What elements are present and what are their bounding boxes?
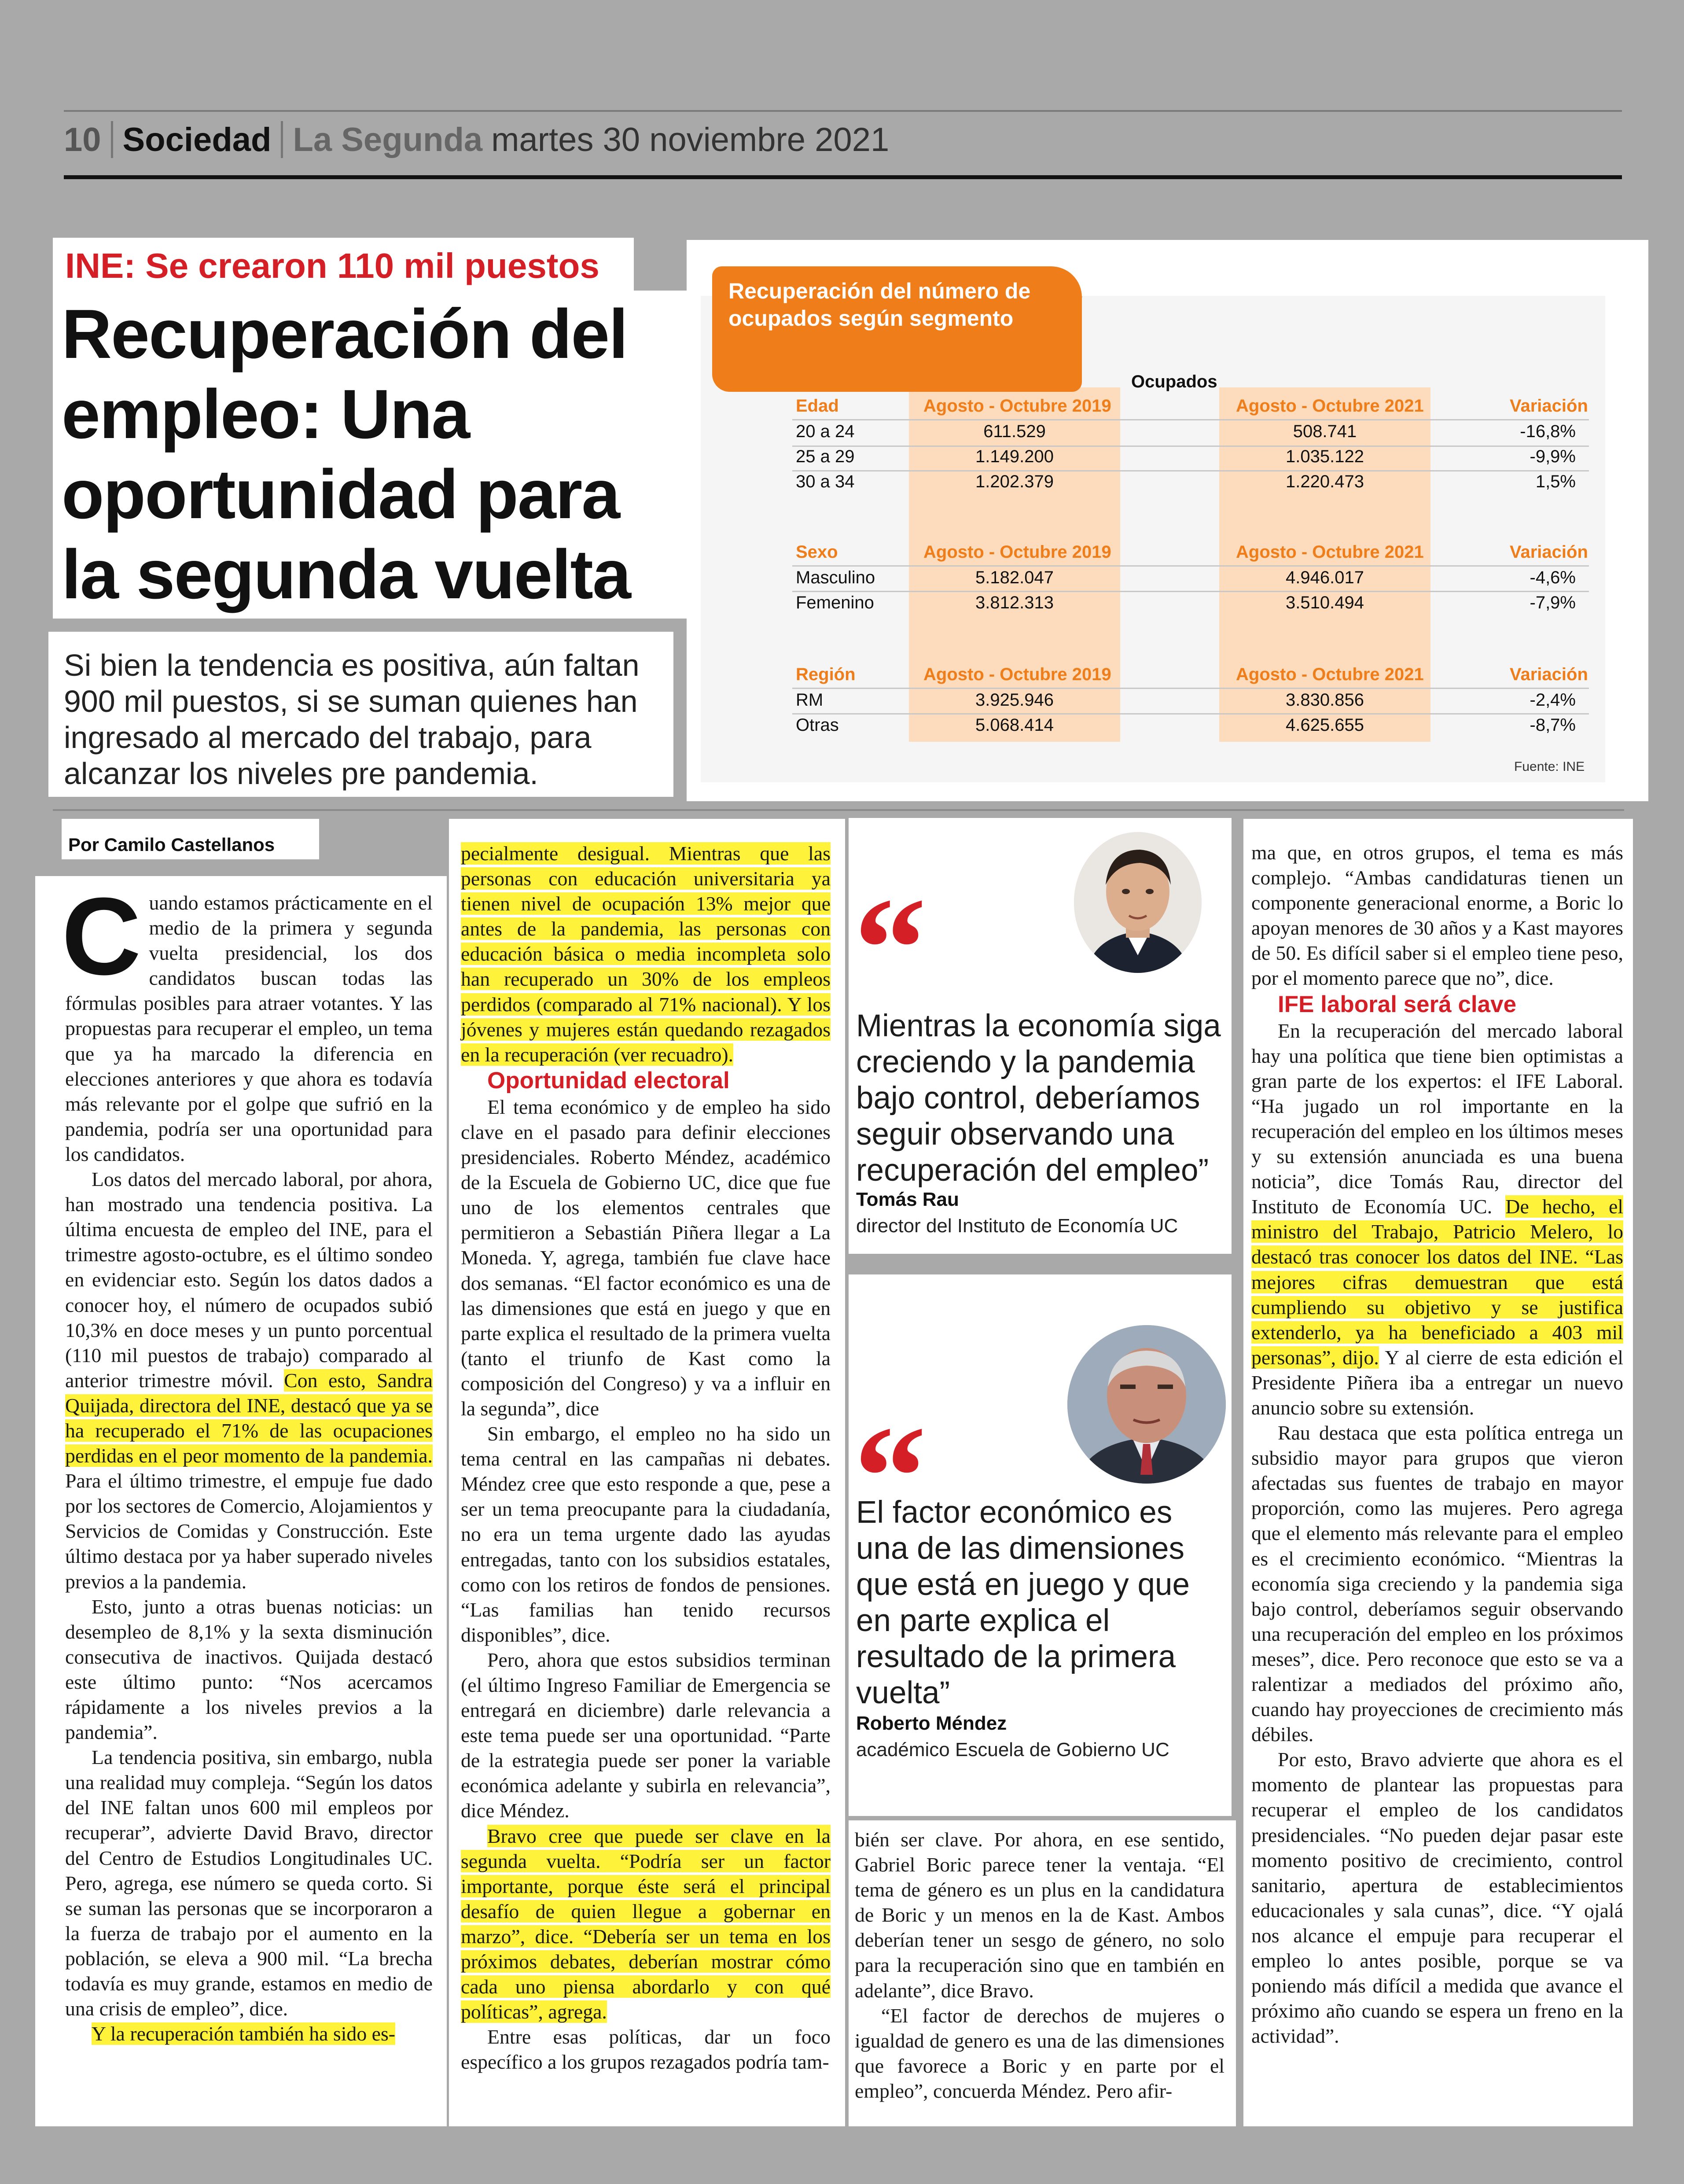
cell-variacion: 1,5% bbox=[1535, 472, 1576, 491]
paragraph-text: Los datos del mercado laboral, por ahora, han mostrado una tendencia positiva. La última encuesta de empleo del INE, para el trimestre agosto-octubre, es el último sondeo en evidenciar esto. Según los datos dados a conocer hoy, el número de ocupados subió 10,3% en doce meses y un punto porcentual (110 mil puestos de trabajo) comparado al anterior trimestre móvil. bbox=[65, 1168, 433, 1392]
kicker: INE: Se crearon 110 mil puestos bbox=[65, 246, 599, 285]
cell-variacion: -16,8% bbox=[1520, 422, 1576, 441]
highlighted-text: Bravo cree que puede ser clave en la segunda vuelta. “Podría ser un factor importante, porque éste será el principal desafío de quien llegue a gobernar en marzo”, dice. “Debería ser un tema en los próximos debates, deberían mostrar cómo cada uno piensa abordarlo y con qué políticas”, agrega. bbox=[461, 1824, 831, 2023]
newspaper-name: La Segunda bbox=[293, 121, 483, 158]
cell-variacion: -2,4% bbox=[1530, 690, 1576, 710]
row-label: 20 a 24 bbox=[796, 422, 855, 441]
paragraph-text: Para el último trimestre, el empuje fue dado por los sectores de Comercio, Alojamientos y Servicios de Comidas y Construcción. Este último destaca por ya haber superado niveles previos a la pandemia. bbox=[65, 1470, 433, 1593]
cell-2021: 508.741 bbox=[1293, 422, 1357, 441]
table-rule bbox=[792, 591, 1589, 592]
paragraph: Entre esas políticas, dar un foco específico a los grupos rezagados podría tam- bbox=[461, 2026, 831, 2074]
highlighted-text: Con esto, Sandra Quijada, directora del INE, destacó que ya se ha recuperado el 71% de las ocupaciones perdidas en el peor momento de la pandemia. bbox=[65, 1369, 433, 1467]
cell-2019: 5.182.047 bbox=[975, 568, 1054, 587]
masthead-divider bbox=[281, 121, 283, 158]
cell-variacion: -4,6% bbox=[1530, 568, 1576, 587]
subheading: Oportunidad electoral bbox=[487, 1067, 730, 1094]
cell-variacion: -8,7% bbox=[1530, 715, 1576, 735]
table-rule bbox=[792, 419, 1589, 420]
highlighted-text: pecialmente desigual. Mientras que las personas con educación universitaria ya tienen nivel de ocupación 13% mejor que antes de la pandemia, las personas con educación básica o media incompleta solo han recuperado un 30% de los empleos perdidos (comparado al 71% nacional). Y los jóvenes y mujeres están quedando rezagados en la recuperación (ver recuadro). bbox=[461, 842, 831, 1066]
cell-2021: 4.625.655 bbox=[1286, 715, 1364, 735]
paragraph bbox=[65, 2021, 433, 2046]
section-name: Sociedad bbox=[122, 121, 272, 158]
paragraph: Rau destaca que esta política entrega un subsidio mayor para grupos que vieron afectadas sus fuentes de trabajo en mayor proporción, como las mujeres. Pero agrega que el elemento más relevante para el empleo es el crecimiento económico. “Mientras la economía siga creciendo y la pandemia siga bajo control, deberíamos seguir observando una recuperación del empleo en los próximos meses”, dice. Pero reconoce que esto se va a ralentizar a mediados del próximo año, cuando hay proyecciones de crecimiento más débiles. bbox=[1251, 1422, 1623, 1746]
cell-2021: 1.035.122 bbox=[1286, 447, 1364, 466]
group-header: Ocupados bbox=[1131, 372, 1217, 391]
paragraph: ma que, en otros grupos, el tema es más complejo. “Ambas candidaturas tienen un componente generacional enorme, a Boric lo apoyan menores de 30 años y a Kast mayores de 50. Es difícil saber si el empleo tiene peso, por el momento parece que no”, dice. bbox=[1251, 841, 1623, 990]
highlighted-text: De hecho, el ministro del Trabajo, Patricio Melero, lo destacó tras conocer los datos del INE. “Las mejores cifras demuestran que está cumpliendo su objetivo y se justifica extenderlo, ya ha beneficiado a 403 mil personas”, dijo. bbox=[1251, 1195, 1623, 1369]
article-column-4 bbox=[1251, 840, 1623, 2048]
table-rule bbox=[792, 565, 1589, 567]
masthead-divider bbox=[111, 121, 113, 158]
portrait-drawing bbox=[1067, 1325, 1226, 1484]
paragraph: El tema económico y de empleo ha sido clave en el pasado para definir elecciones presidenciales. Roberto Méndez, académico de la Escuela de Gobierno UC, dice que fue uno de los elementos centrales que permitieron a Sebastián Piñera llegar a La Moneda. Y, agrega, también fue clave hace dos semanas. “El factor económico es una de las dimensiones que está en juego y que en parte explica el resultado de la primera vuelta (tanto el triunfo de Kast como la composición del Congreso) y va a influir en la segunda”, dice bbox=[461, 1095, 831, 1420]
cell-2019: 1.202.379 bbox=[975, 472, 1054, 491]
paragraph: Sin embargo, el empleo no ha sido un tema central en las campañas ni debates. Méndez cree que esto responde a que, pese a ser un tema preocupante para la ciudadanía, no era un tema urgente dado las ayudas entregadas, tanto con los subsidios estatales, como con los retiros de fondos de pensiones. “Las familias han tenido recursos disponibles”, dice. bbox=[461, 1422, 831, 1646]
cell-2019: 3.812.313 bbox=[975, 593, 1054, 612]
row-label: 30 a 34 bbox=[796, 472, 855, 491]
col-header-2019: Agosto - Octubre 2019 bbox=[923, 542, 1111, 562]
highlighted-text: Y la recuperación también ha sido es- bbox=[92, 2022, 396, 2045]
subheading: IFE laboral será clave bbox=[1278, 991, 1517, 1017]
paragraph: bién ser clave. Por ahora, en ese sentido, Gabriel Boric parece tener la ventaja. “El tema de género es un plus en la candidatura de Boric y un menos en la de Kast. Ambos deberían tener un sesgo de género, no solo para la recuperación sino que en también en adelante”, dice Bravo. bbox=[855, 1828, 1224, 2002]
infographic-source: Fuente: INE bbox=[1514, 759, 1585, 774]
cell-variacion: -7,9% bbox=[1530, 593, 1576, 612]
quote-author-role: académico Escuela de Gobierno UC bbox=[856, 1739, 1169, 1760]
quote-text: Mientras la economía siga creciendo y la pandemia bajo control, deberíamos seguir observando una recuperación del empleo” bbox=[856, 1009, 1221, 1188]
col-header-2021: Agosto - Octubre 2021 bbox=[1236, 665, 1424, 684]
quote-author-name: Tomás Rau bbox=[856, 1189, 959, 1210]
cell-variacion: -9,9% bbox=[1530, 447, 1576, 466]
masthead-bottom-rule bbox=[64, 175, 1622, 179]
paragraph bbox=[461, 1823, 831, 2025]
quote-mark-icon: “ bbox=[854, 1396, 927, 1557]
quote-author-name: Roberto Méndez bbox=[856, 1713, 1007, 1734]
paragraph: Pero, ahora que estos subsidios terminan (el último Ingreso Familiar de Emergencia se entregará en diciembre) darle relevancia a este tema puede ser una oportunidad. “Parte de la estrategia puede ser poner la variable económica adelante y subirla en relevancia”, dice Méndez. bbox=[461, 1648, 831, 1822]
deck: Si bien la tendencia es positiva, aún faltan 900 mil puestos, si se suman quienes han ingresado al mercado del trabajo, para alcanzar los niveles pre pandemia. bbox=[64, 648, 640, 791]
col-header-variacion: Variación bbox=[1510, 665, 1588, 684]
portrait-roberto-mendez bbox=[1067, 1325, 1226, 1484]
paragraph: “El factor de derechos de mujeres o igualdad de genero es una de las dimensiones que favorece a Boric y en parte por el empleo”, concuerda Méndez. Pero afir- bbox=[855, 2004, 1224, 2102]
masthead bbox=[64, 115, 889, 164]
paragraph: La tendencia positiva, sin embargo, nubla una realidad muy compleja. “Según los datos del INE faltan unos 600 mil empleos por recuperar”, advierte David Bravo, director del Centro de Estudios Longitudinales UC. Pero, agrega, ese número se queda corto. Si se suman las personas que se incorporaron a la fuerza de trabajo por el aumento en la población, se eleva a 900 mil. “La brecha todavía es muy grande, estamos en medio de una crisis de empleo”, dice. bbox=[65, 1746, 433, 2020]
quote-mark-icon: “ bbox=[854, 868, 927, 1029]
article-column-2 bbox=[461, 841, 831, 2075]
headline: Recuperación del empleo: Una oportunidad para la segunda vuelta bbox=[62, 295, 630, 613]
portrait-tomas-rau bbox=[1074, 832, 1202, 973]
row-label: Otras bbox=[796, 715, 839, 735]
paragraph bbox=[65, 1167, 433, 1594]
paragraph-text: uando estamos prácticamente en el medio de la primera y segunda vuelta presidencial, los dos candidatos buscan todas las fórmulas posibles para atraer votantes. Y las propuestas para recuperar el empleo, un tema que ya ha marcado la diferencia en elecciones anteriores y que ahora es todavía más relevante por el golpe que sufrió en la pandemia, podría ser una oportunidad para los candidatos. bbox=[65, 891, 433, 1165]
segment-label-sexo: Sexo bbox=[796, 542, 838, 562]
segment-label-edad: Edad bbox=[796, 396, 839, 416]
paragraph bbox=[1251, 1018, 1623, 1421]
table-rule bbox=[792, 470, 1589, 471]
row-label: 25 a 29 bbox=[796, 447, 855, 466]
table-rule bbox=[792, 713, 1589, 714]
paragraph-text: Y al cierre de esta edición el Presidente Piñera iba a entregar un nuevo anuncio sobre su extensión. bbox=[1251, 1346, 1623, 1419]
portrait-drawing bbox=[1074, 832, 1202, 973]
masthead-top-rule bbox=[64, 110, 1622, 112]
article-column-3 bbox=[855, 1827, 1224, 2103]
col-header-2019: Agosto - Octubre 2019 bbox=[923, 665, 1111, 684]
col-header-2021: Agosto - Octubre 2021 bbox=[1236, 542, 1424, 562]
row-label: RM bbox=[796, 690, 824, 710]
cell-2019: 611.529 bbox=[983, 422, 1046, 441]
cell-2021: 1.220.473 bbox=[1286, 472, 1364, 491]
paragraph: Por esto, Bravo advierte que ahora es el momento de plantear las propuestas para recuperar el empleo de los candidatos presidenciales. “No pueden dejar pasar este momento positivo de crecimiento, control sanitario, apertura de establecimientos educacionales y sala cunas”, dice. “Y ojalá nos alcance el empuje para recuperar el empleo lo antes posible, porque se va poniendo más difícil a medida que avance el próximo año cuando se espera un freno en la actividad”. bbox=[1251, 1748, 1623, 2048]
paragraph-text: En la recuperación del mercado laboral hay una política que tiene bien optimistas a gran parte de los expertos: el IFE Laboral. “Ha jugado un rol importante en la recuperación del empleo en los últimos meses y su extensión anunciada es una buena noticia”, dice Tomás Rau, director del Instituto de Economía UC. bbox=[1251, 1019, 1623, 1218]
quote-author-role: director del Instituto de Economía UC bbox=[856, 1215, 1178, 1237]
cell-2021: 3.510.494 bbox=[1286, 593, 1364, 612]
cell-2019: 5.068.414 bbox=[975, 715, 1054, 735]
table-rule bbox=[792, 688, 1589, 689]
byline: Por Camilo Castellanos bbox=[68, 834, 275, 855]
row-label: Masculino bbox=[796, 568, 875, 587]
col-header-2021: Agosto - Octubre 2021 bbox=[1236, 396, 1424, 416]
cell-2021: 4.946.017 bbox=[1286, 568, 1364, 587]
col-header-variacion: Variación bbox=[1510, 542, 1588, 562]
article-column-1 bbox=[62, 875, 433, 2046]
publication-date: martes 30 noviembre 2021 bbox=[491, 121, 890, 158]
cell-2019: 1.149.200 bbox=[975, 447, 1054, 466]
section-rule bbox=[53, 809, 1624, 811]
col-header-2019: Agosto - Octubre 2019 bbox=[923, 396, 1111, 416]
paragraph: Esto, junto a otras buenas noticias: un desempleo de 8,1% y la sexta disminución consecutiva de inactivos. Quijada destacó este último punto: “Nos acercamos rápidamente a los niveles previos a la pandemia”. bbox=[65, 1595, 433, 1744]
row-label: Femenino bbox=[796, 593, 874, 612]
cell-2021: 3.830.856 bbox=[1286, 690, 1364, 710]
col-header-variacion: Variación bbox=[1510, 396, 1588, 416]
infographic-title: Recuperación del número de ocupados según segmento bbox=[728, 279, 1031, 331]
page-number: 10 bbox=[64, 121, 101, 158]
paragraph bbox=[62, 875, 433, 1167]
drop-cap: C bbox=[62, 875, 141, 998]
cell-2019: 3.925.946 bbox=[975, 690, 1054, 710]
segment-label-region: Región bbox=[796, 665, 856, 684]
paragraph bbox=[461, 841, 831, 1067]
quote-text: El factor económico es una de las dimensiones que está en juego y que en parte explica el resultado de la primera vuelta” bbox=[856, 1495, 1190, 1710]
